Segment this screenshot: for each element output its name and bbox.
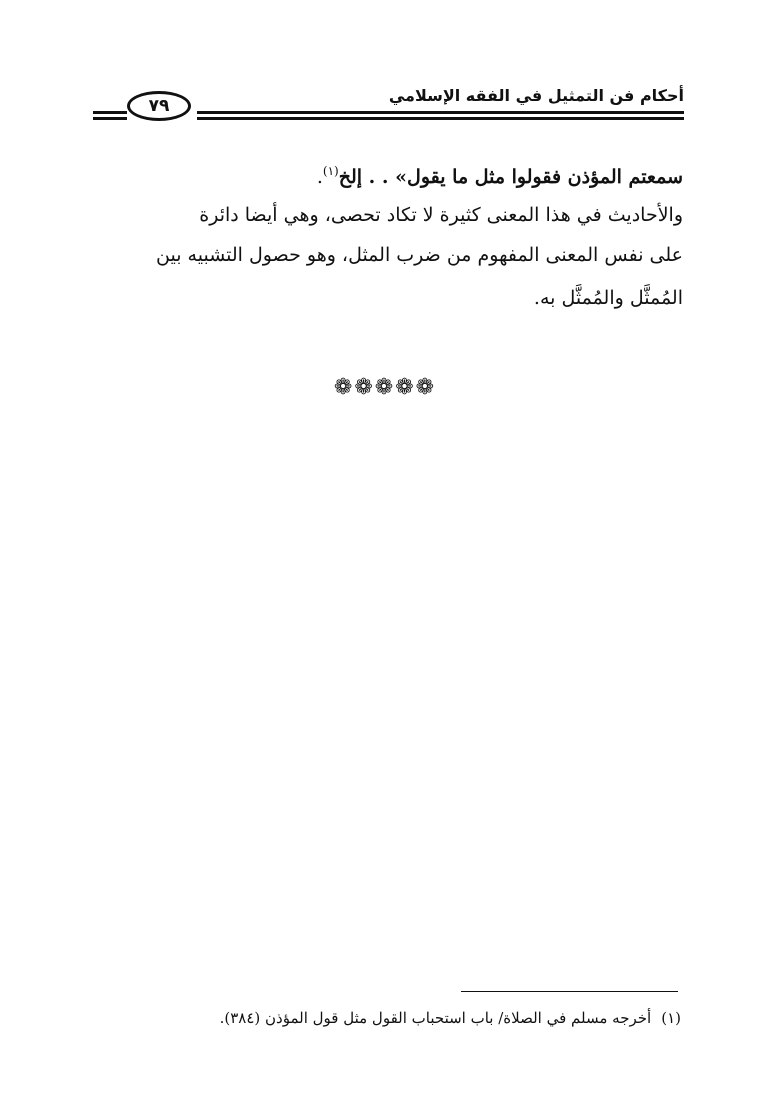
footnote-text: أخرجه مسلم في الصلاة/ باب استحباب القول مثل قول المؤذن (٣٨٤). xyxy=(219,1009,652,1027)
header-rule xyxy=(197,111,684,114)
body-line-2: والأحاديث في هذا المعنى كثيرة لا تكاد تحصى، وهي أيضا دائرة xyxy=(199,204,683,226)
running-title: أحكام فن التمثيل في الفقه الإسلامي xyxy=(388,86,684,105)
page-number-text: ٧٩ xyxy=(148,96,170,116)
page-number xyxy=(127,91,191,121)
footnote-number: (١) xyxy=(661,1009,681,1027)
footnote-rule xyxy=(461,991,678,992)
footnote-reference: (١) xyxy=(322,164,339,178)
header-rule xyxy=(93,111,127,114)
body-line-1 xyxy=(317,156,683,192)
footnote xyxy=(220,1006,681,1030)
line-end-period: . xyxy=(316,166,323,188)
section-divider-ornament: ❁❁❁❁❁ xyxy=(333,375,437,400)
hadith-quote: سمعتم المؤذن فقولوا مثل ما يقول» . . إلخ xyxy=(338,166,683,188)
body-line-3: على نفس المعنى المفهوم من ضرب المثل، وهو حصول التشبيه بين xyxy=(156,244,683,266)
header-rule xyxy=(197,117,684,120)
header-rule xyxy=(93,117,127,120)
body-line-4: المُمثَّل والمُمثَّل به. xyxy=(533,287,683,309)
